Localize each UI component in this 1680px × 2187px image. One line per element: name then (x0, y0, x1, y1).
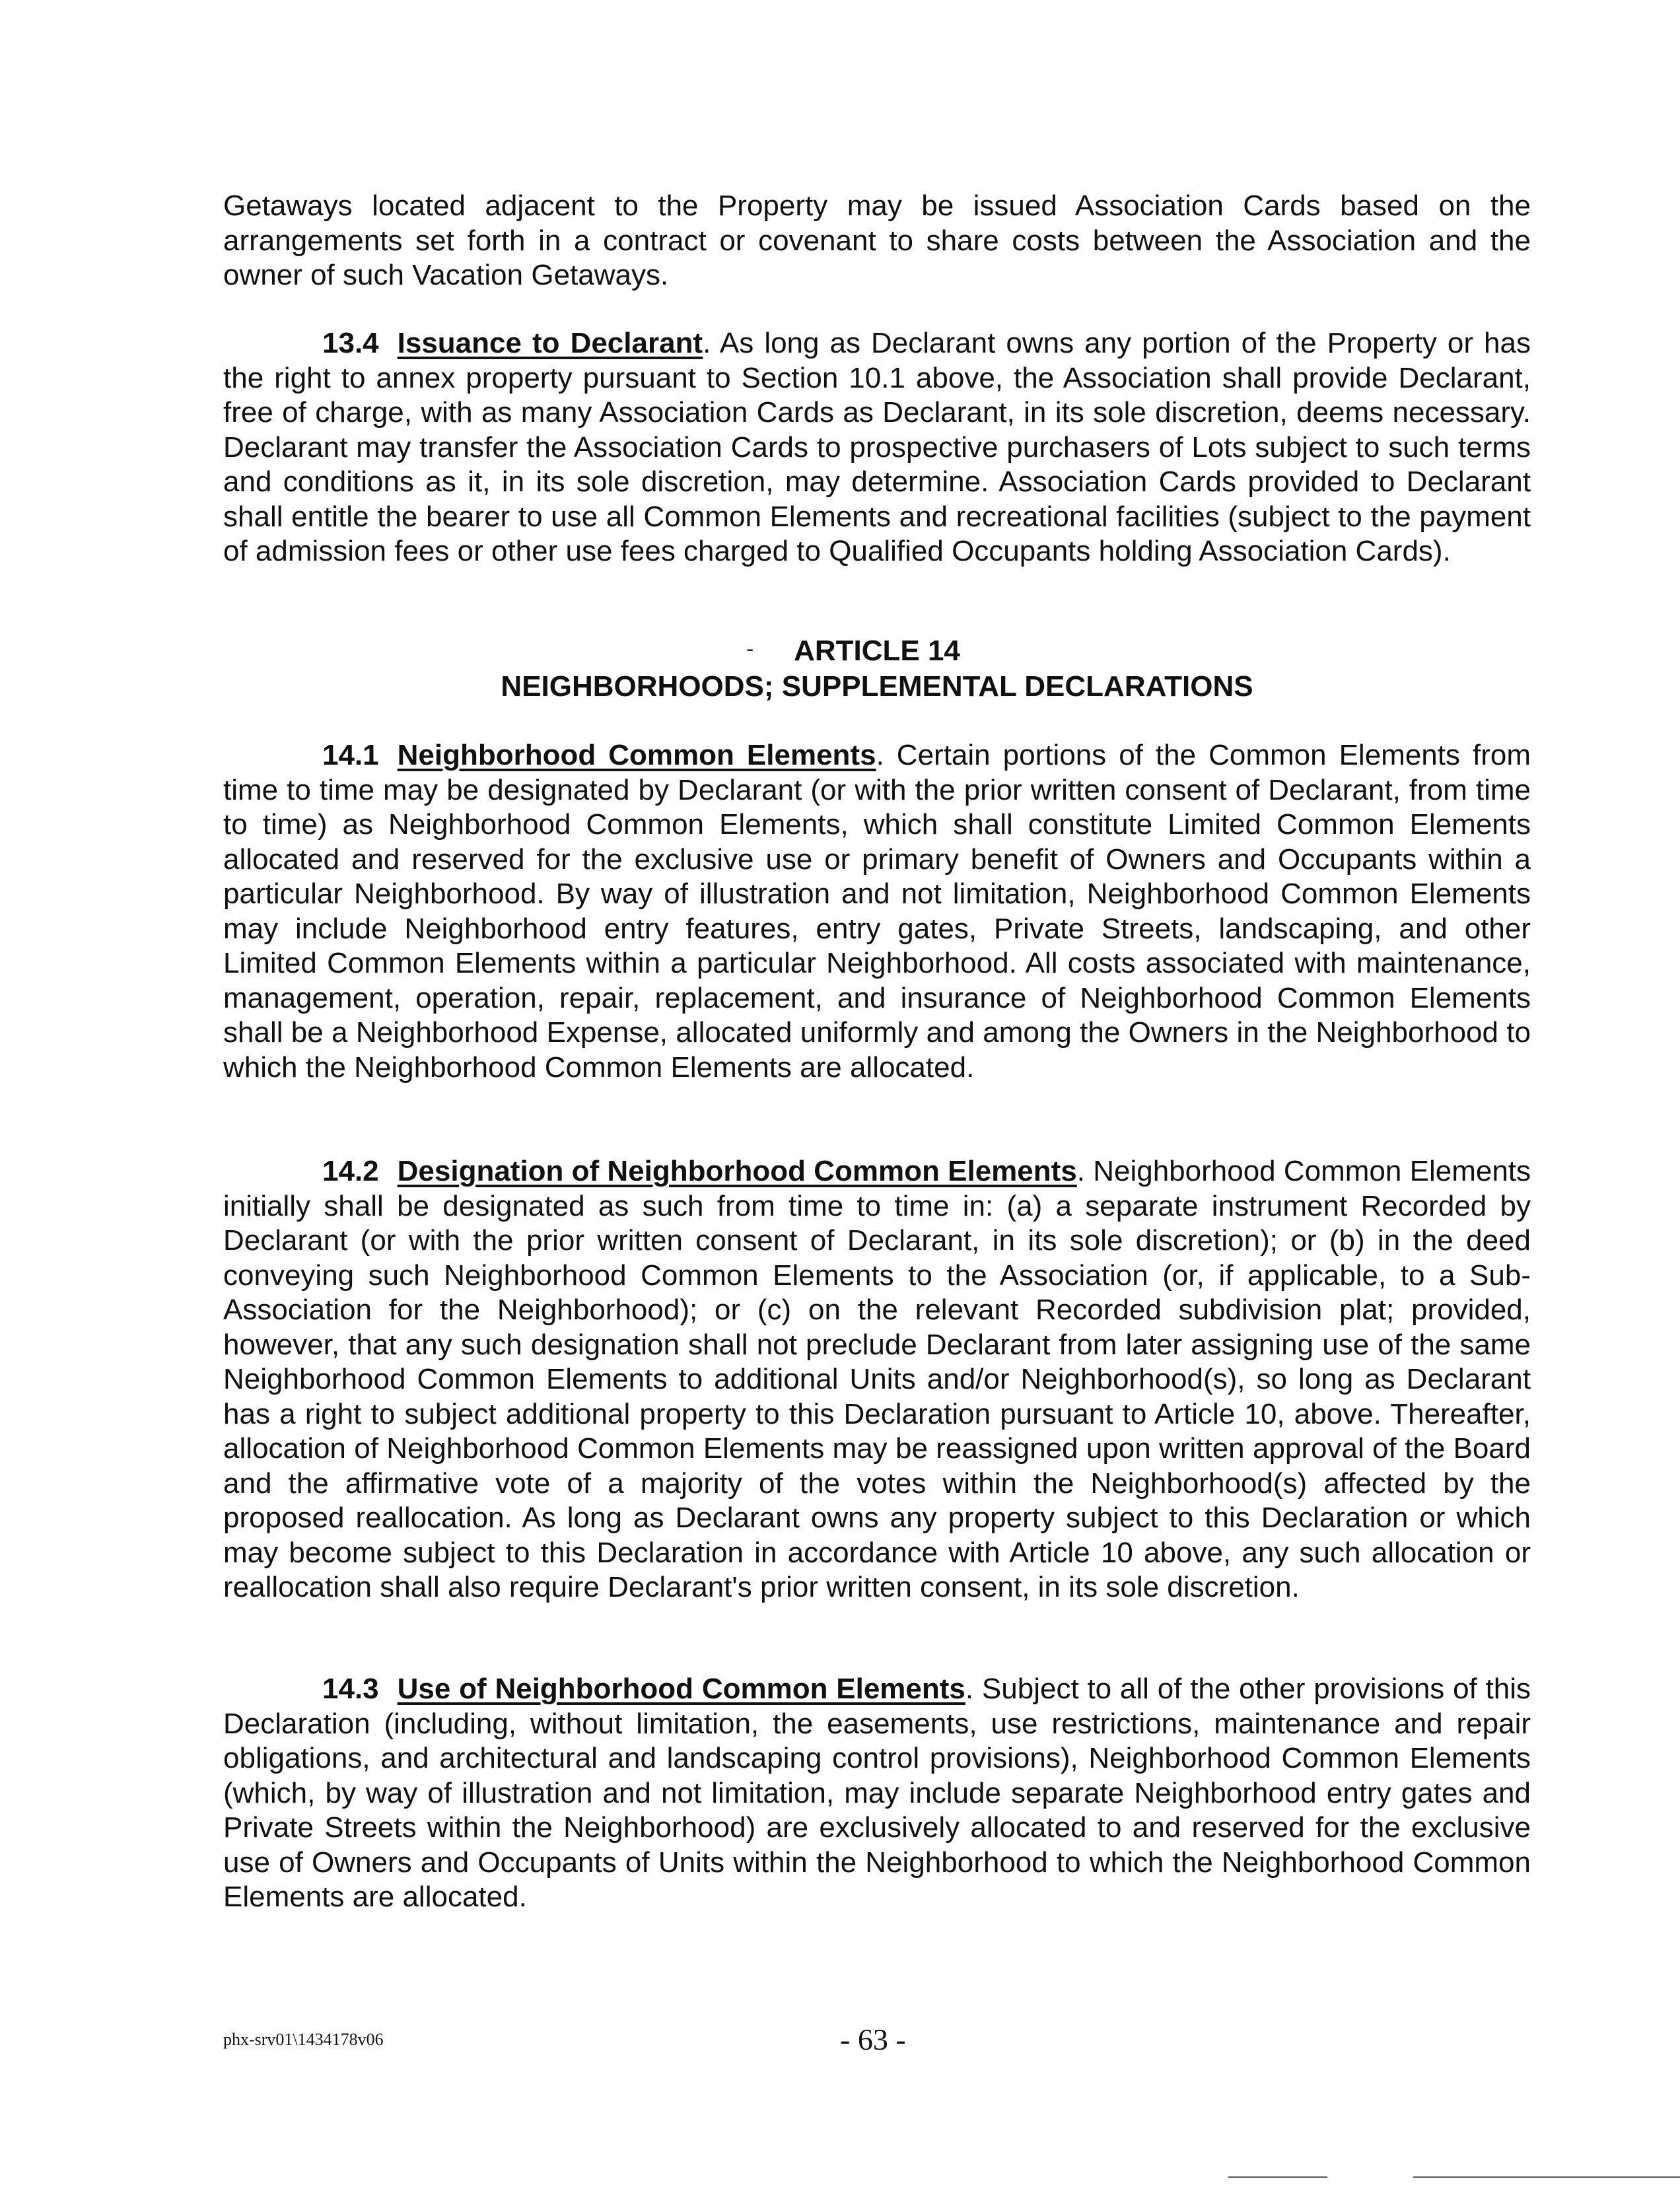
section-14-2-title: Designation of Neighborhood Common Elements (397, 1155, 1077, 1187)
section-14-2-text: . Neighborhood Common Elements initially shall be designated as such from time to time in: (a) a separate instrument Recorded by Declarant (or with the prior written consent of Declarant, in its sole discretion); or (b) in the deed conveying such Neighborhood Common Elements to the Association (or, if applicable, to a Sub-Association for the Neighborhood); or (c) on the relevant Recorded subdivision plat; provided, however, that any such designation shall not preclude Declarant from later assigning use of the same Neighborhood Common Elements to additional Units and/or Neighborhood(s), so long as Declarant has a right to subject additional property to this Declaration pursuant to Article 10, above. Thereafter, allocation of Neighborhood Common Elements may be reassigned upon written approval of the Board and the affirmative vote of a majority of the votes within the Neighborhood(s) affected by the proposed reallocation. As long as Declarant owns any property subject to this Declaration or which may become subject to this Declaration in accordance with Article 10 above, any such allocation or reallocation shall also require Declarant's prior written consent, in its sole discretion. (223, 1155, 1531, 1603)
footer-page-number: - 63 - (840, 2023, 906, 2056)
section-13-4-text: . As long as Declarant owns any portion of the Property or has the right to annex property pursuant to Section 10.1 above, the Association shall provide Declarant, free of charge, with as many Association Cards as Declarant, in its sole discretion, deems necessary. Declarant may transfer the Association Cards to prospective purchasers of Lots subject to such terms and conditions as it, in its sole discretion, may determine. Association Cards provided to Declarant shall entitle the bearer to use all Common Elements and recreational facilities (subject to the payment of admission fees or other use fees charged to Qualified Occupants holding Association Cards). (223, 327, 1531, 567)
section-14-1-number: 14.1 (322, 739, 379, 771)
section-14-3-title: Use of Neighborhood Common Elements (397, 1673, 965, 1705)
section-14-1-text: . Certain portions of the Common Elements from time to time may be designated by Declarant (or with the prior written consent of Declarant, from time to time) as Neighborhood Common Elements, which shall constitute Limited Common Elements allocated and reserved for the exclusive use or primary benefit of Owners and Occupants within a particular Neighborhood. By way of illustration and not limitation, Neighborhood Common Elements may include Neighborhood entry features, entry gates, Private Streets, landscaping, and other Limited Common Elements within a particular Neighborhood. All costs associated with maintenance, management, operation, repair, replacement, and insurance of Neighborhood Common Elements shall be a Neighborhood Expense, allocated uniformly and among the Owners in the Neighborhood to which the Neighborhood Common Elements are allocated. (223, 739, 1531, 1084)
section-14-3 (223, 1672, 1531, 1915)
article-dash-mark: - (746, 637, 754, 662)
opening-paragraph: Getaways located adjacent to the Property may be issued Association Cards based on the arrangements set forth in a contract or covenant to share costs between the Association and the owner of such Vacation Getaways. (223, 190, 1531, 291)
article-number: ARTICLE 14 (794, 635, 960, 667)
article-title: NEIGHBORHOODS; SUPPLEMENTAL DECLARATIONS (501, 670, 1253, 703)
section-14-2 (223, 1154, 1531, 1605)
section-14-3-text: . Subject to all of the other provisions of this Declaration (including, without limitation, the easements, use restrictions, maintenance and repair obligations, and architectural and landscaping control provisions), Neighborhood Common Elements (which, by way of illustration and not limitation, may include separate Neighborhood entry gates and Private Streets within the Neighborhood) are exclusively allocated to and reserved for the exclusive use of Owners and Occupants of Units within the Neighborhood to which the Neighborhood Common Elements are allocated. (223, 1673, 1531, 1913)
section-14-3-number: 14.3 (322, 1673, 379, 1705)
section-14-1-title: Neighborhood Common Elements (397, 739, 876, 771)
scan-artifact-line (1413, 2176, 1680, 2178)
section-13-4-number: 13.4 (322, 327, 379, 359)
section-13-4 (223, 326, 1531, 569)
section-14-1 (223, 738, 1531, 1085)
section-13-4-title: Issuance to Declarant (397, 327, 703, 359)
scan-artifact-line (1228, 2176, 1327, 2178)
footer-document-id: phx-srv01\1434178v06 (223, 2030, 384, 2049)
section-14-2-number: 14.2 (322, 1155, 379, 1187)
